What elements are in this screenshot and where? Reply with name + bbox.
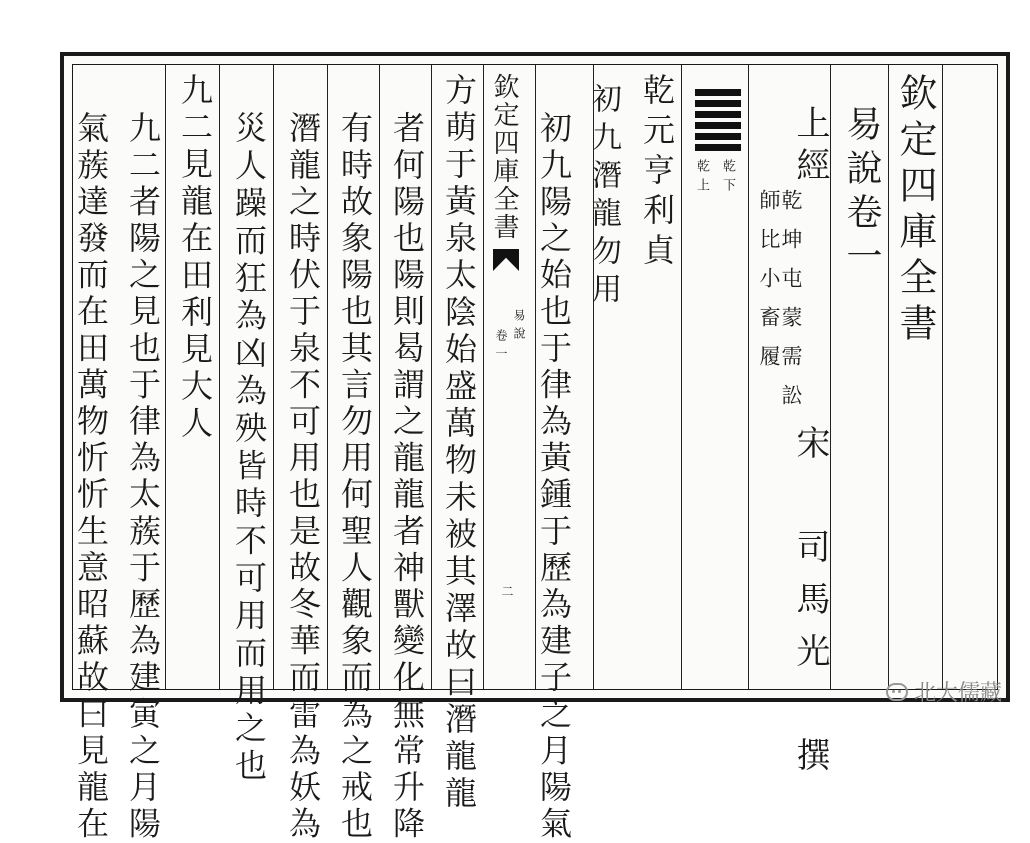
margin-title: 欽定四庫全書 <box>489 73 519 241</box>
watermark <box>886 676 1002 707</box>
chapter-list-line2: 師比小畜履 <box>757 189 781 384</box>
commentary-column: 初九陽之始也于律為黃鍾于歷為建子之月陽氣 <box>535 111 573 843</box>
column-rule <box>830 65 831 689</box>
hexagram-lower-label: 乾下 <box>720 159 735 197</box>
line-text-1: 初九潛龍勿用 <box>586 83 621 311</box>
commentary-column: 有時故象陽也其言勿用何聖人觀象而為之戒也 <box>336 111 374 843</box>
commentary-column: 九二者陽之見也于律為太蔟于歷為建寅之月陽 <box>124 111 162 843</box>
commentary-column: 氣蔟達發而在田萬物忻忻生意昭蘇故曰見龍在 <box>72 111 110 843</box>
commentary-column: 者何陽也陽則曷謂之龍龍者神獸變化無常升降 <box>388 111 426 843</box>
column-rule <box>888 65 889 689</box>
fishtail-ornament-icon <box>493 249 519 271</box>
column-rule <box>379 65 380 689</box>
column-rule <box>748 65 749 689</box>
author-line: 宋 司馬光 撰 <box>790 425 830 789</box>
commentary-column: 災人躁而狂為凶為殃皆時不可用而用之也 <box>230 111 268 786</box>
line-text-2: 九二見龍在田利見大人 <box>176 73 214 443</box>
column-rule <box>483 65 484 689</box>
hexagram-text: 乾元亨利貞 <box>638 73 676 273</box>
column-rule <box>219 65 220 689</box>
wechat-icon <box>886 683 908 701</box>
section-heading: 上經 <box>790 105 830 189</box>
commentary-column: 潛龍之時伏于泉不可用也是故冬華而雷為妖為 <box>284 111 322 843</box>
column-rule <box>431 65 432 689</box>
chapter-list-line1: 乾坤屯蒙需訟 <box>779 189 803 423</box>
margin-page-number: 二 <box>500 585 514 603</box>
column-rule <box>942 65 943 689</box>
title-column: 易說卷一 <box>841 105 882 281</box>
column-rule <box>327 65 328 689</box>
hexagram-upper-label: 乾上 <box>694 159 709 197</box>
column-rule <box>681 65 682 689</box>
watermark-text: 北大儒藏 <box>913 681 1002 706</box>
commentary-column: 方萌于黃泉太陰始盛萬物未被其澤故曰潛龍龍 <box>440 73 478 813</box>
margin-volume: 卷一 <box>494 329 508 365</box>
header-column: 欽定四庫全書 <box>893 73 937 349</box>
book-page <box>60 52 1010 843</box>
margin-book: 易說 <box>512 309 526 345</box>
hexagram-qian-icon <box>695 89 741 155</box>
column-rule <box>165 65 166 689</box>
column-rule <box>273 65 274 689</box>
